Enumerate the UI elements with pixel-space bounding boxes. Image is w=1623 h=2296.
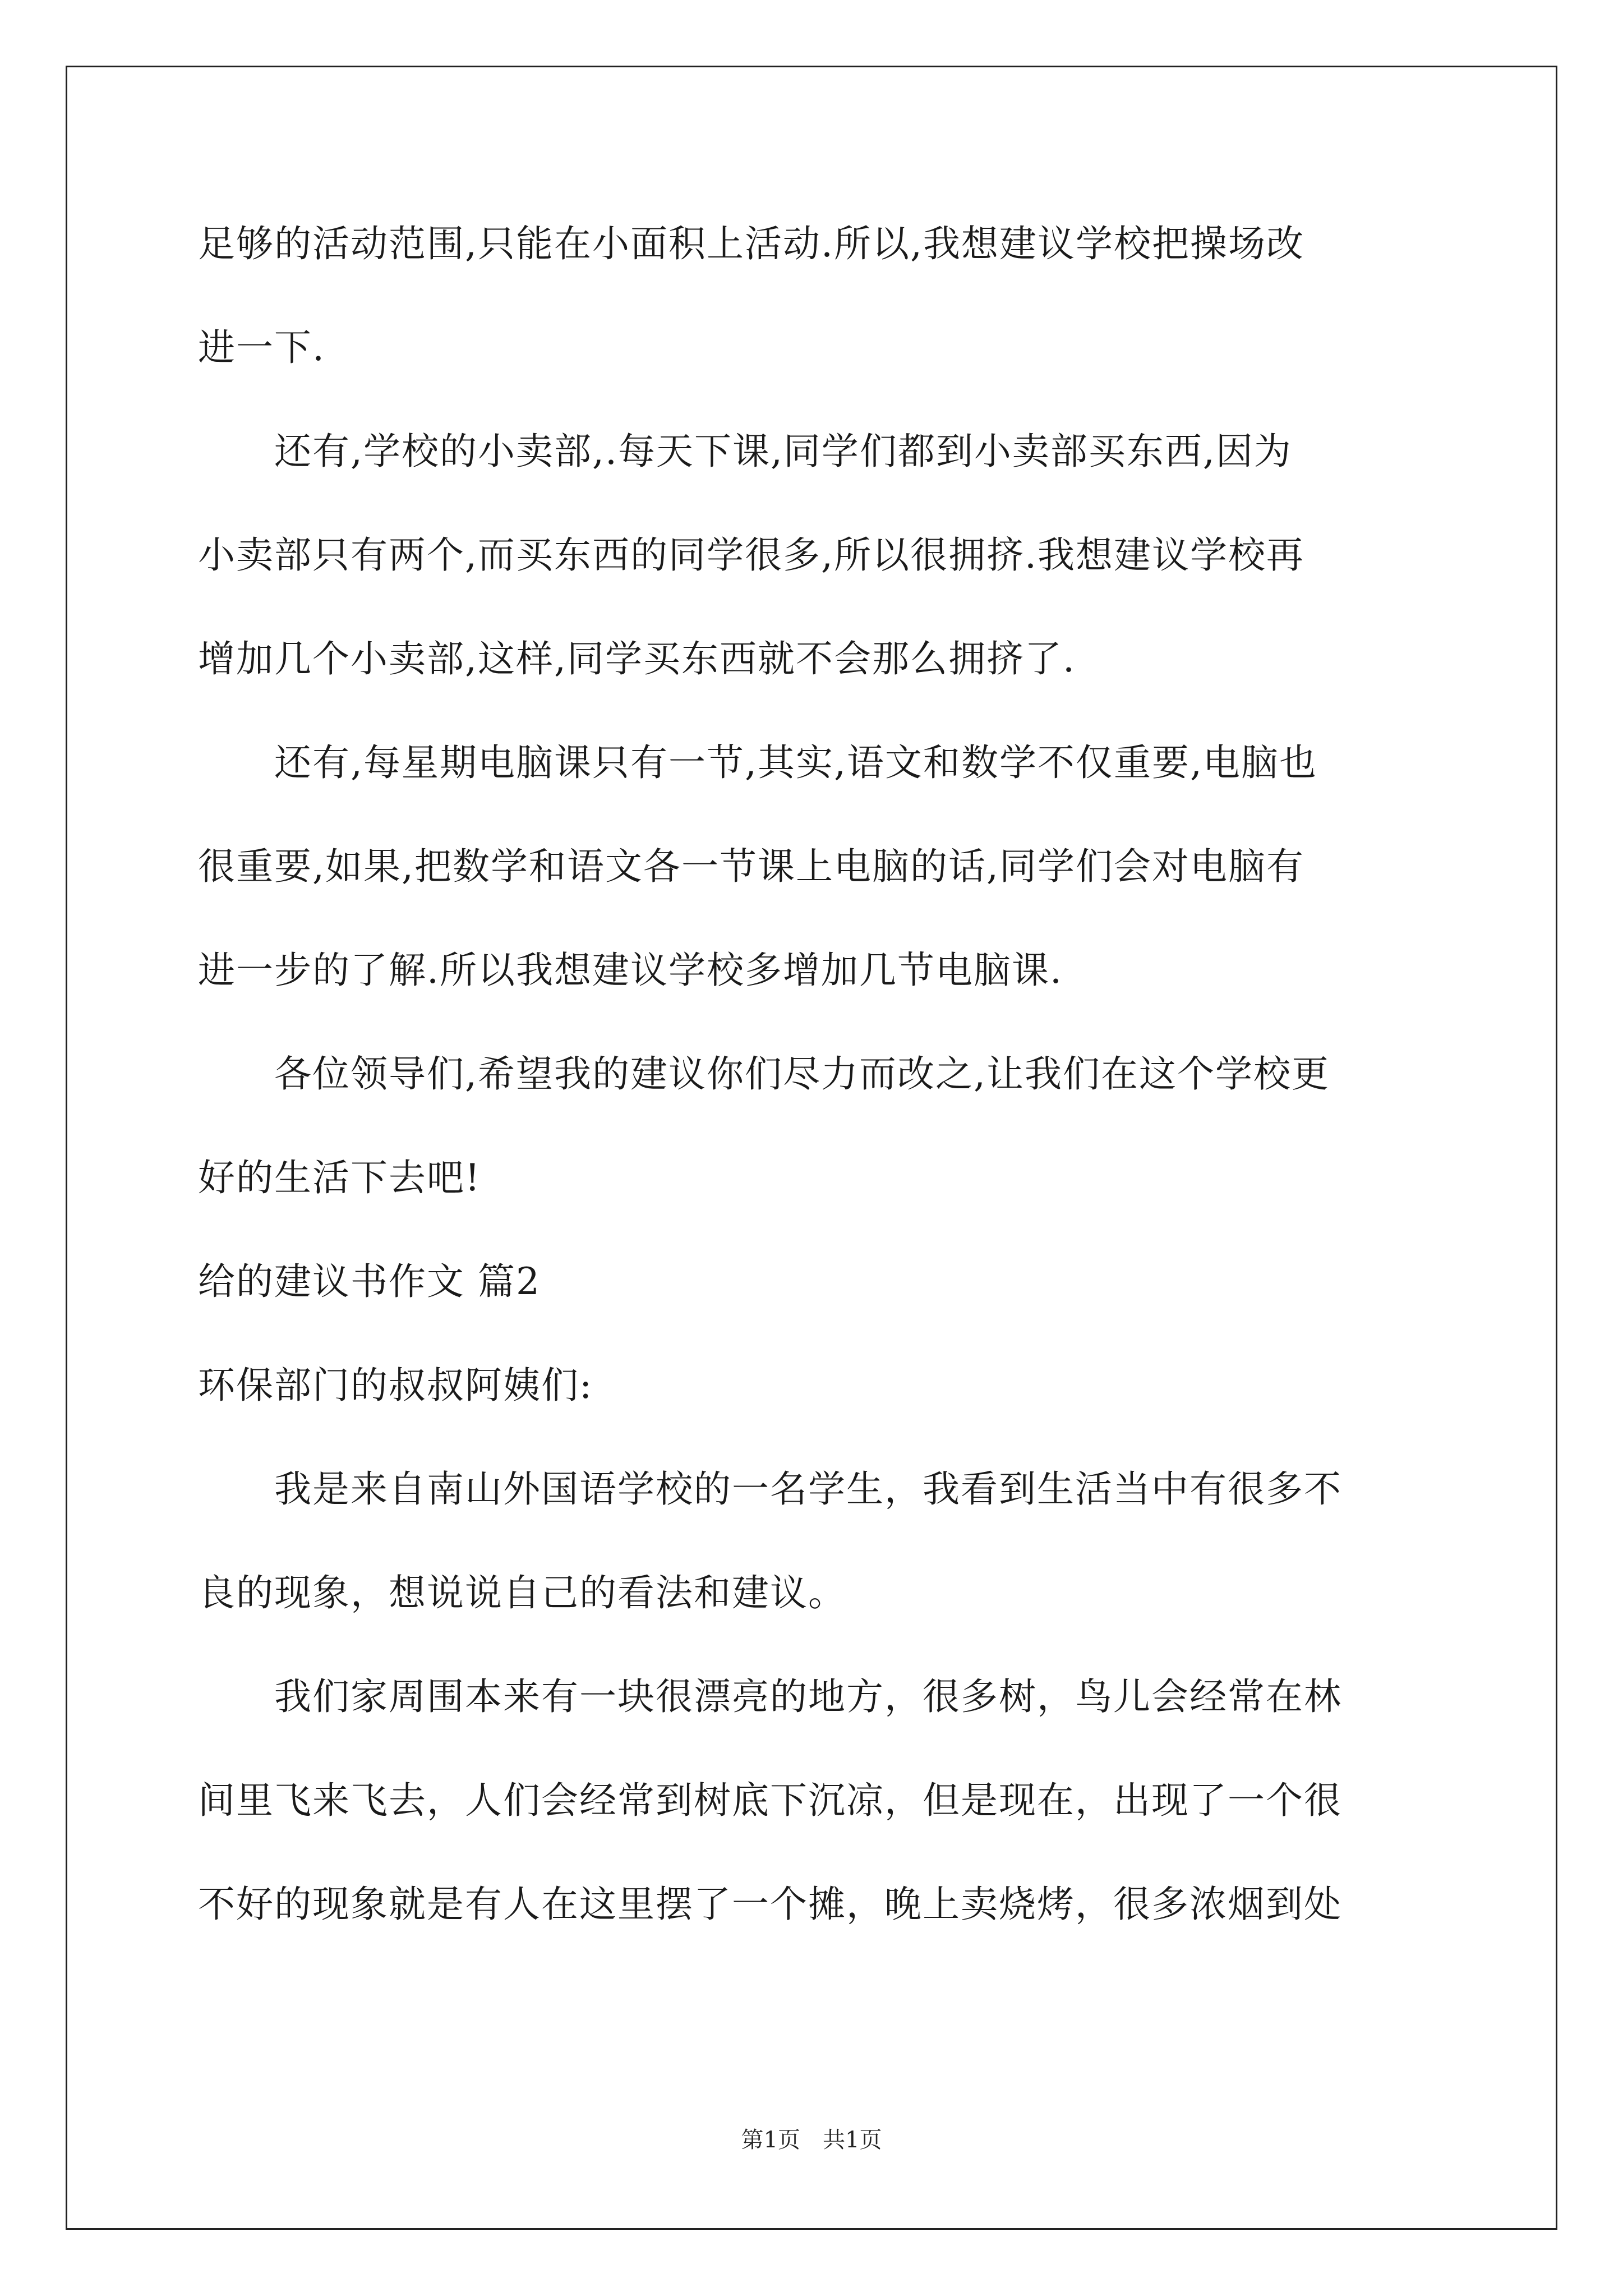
text-line: 不好的现象就是有人在这里摆了一个摊，晚上卖烧烤，很多浓烟到处 [198, 1883, 1342, 1926]
text-line: 好的生活下去吧! [198, 1156, 481, 1199]
text-line: 我是来自南山外国语学校的一名学生，我看到生活当中有很多不 [198, 1467, 1342, 1511]
text-line: 间里飞来飞去，人们会经常到树底下沉凉，但是现在，出现了一个很 [198, 1779, 1342, 1822]
section-heading: 给的建议书作文 篇2 [198, 1260, 541, 1303]
text-line: 小卖部只有两个,而买东西的同学很多,所以很拥挤.我想建议学校再 [198, 533, 1304, 577]
text-line: 增加几个小卖部,这样,同学买东西就不会那么拥挤了. [198, 637, 1076, 680]
text-line: 很重要,如果,把数学和语文各一节课上电脑的话,同学们会对电脑有 [198, 845, 1304, 888]
salutation: 环保部门的叔叔阿姨们: [198, 1364, 593, 1407]
text-line: 还有,学校的小卖部,.每天下课,同学们都到小卖部买东西,因为 [198, 430, 1292, 473]
text-line: 还有,每星期电脑课只有一节,其实,语文和数学不仅重要,电脑也 [198, 741, 1317, 784]
text-line: 进一步的了解.所以我想建议学校多增加几节电脑课. [198, 949, 1063, 992]
text-line: 足够的活动范围,只能在小面积上活动.所以,我想建议学校把操场改 [198, 222, 1304, 265]
page-number-footer: 第1页 共1页 [741, 2127, 882, 2153]
text-line: 良的现象，想说说自己的看法和建议。 [198, 1571, 846, 1614]
text-line: 进一下. [198, 326, 325, 369]
text-line: 我们家周围本来有一块很漂亮的地方，很多树，鸟儿会经常在林 [198, 1675, 1342, 1718]
text-line: 各位领导们,希望我的建议你们尽力而改之,让我们在这个学校更 [198, 1052, 1330, 1096]
